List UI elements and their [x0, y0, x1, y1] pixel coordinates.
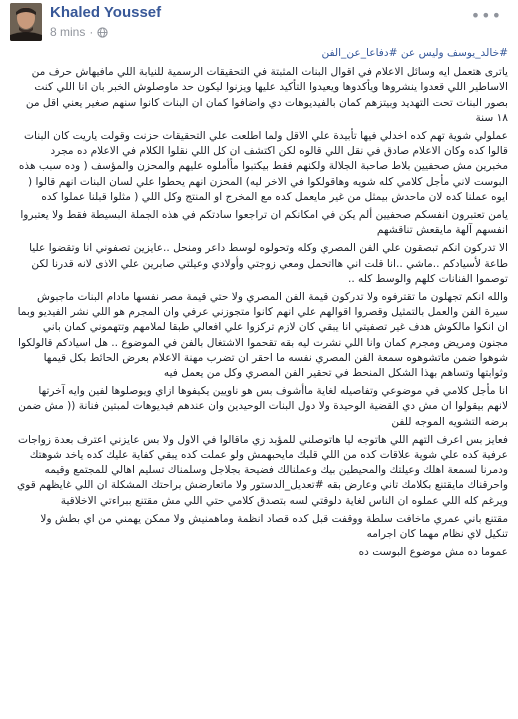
more-options-icon[interactable]: ••• — [470, 6, 502, 25]
post-paragraph: الا تدركون انكم تبصقون علي الفن المصري وكله وتحولوه لوسط داعر ومنحل ..عايزين تصفوني انا وتقضوا عليا طاعة لأسيادكم ..ماشي ..انا قلت اني هااتحمل ومعي زوجتي وأولادي وعيلتي صابرين علي الاذى لانه قدرنا لكن توصموا الفنانات كلهم والوسط كله .. — [29, 242, 508, 285]
avatar-image — [10, 3, 42, 41]
post-meta — [50, 25, 108, 39]
post-paragraph: عموما ده مش موضوع البوست ده — [358, 546, 508, 559]
post-paragraph: مقتنع باني عمري ماخافت سلطة ووقفت قبل كده قصاد انظمة وماهمنيش ولا ممكن يهمني من اي بطش ولا تنكيل لاي نظام مهما كان اجرامه — [40, 512, 508, 541]
post-paragraph: ياترى هتعمل ايه وسائل الاعلام في اقوال البنات المثبتة في التحقيقات الرسمية للنيابة اللي مافيهاش حرف من الاساطير اللي قعدوا ينشروها ويأكدوها ويعيدوا التأكيد عليها ويزنوا ليكون حد ماوصلوش الخبر بان انا اللي كنت بصور البنات تحت التهديد وبيتزهم كمان بالفيديوهات دي واضافوا كمان ان البنات كانوا سنهم صغير يعني اقل من ١٨ سنة — [25, 66, 508, 124]
post-paragraph: انا مأجل كلامي في موضوعي وتفاصيله لغاية ماأشوف بس هو ناويين يكيفوها ازاي ويوصلوها لفين وايه آخرتها لانهم بيقولوا ان مش دي القضية الوحيدة ولا دول البنات الوحيدين وان عندهم فيديوهات لمبتين فنانة (( مش ضمن برضه التشويه الموجه للفن — [18, 385, 508, 428]
author-avatar[interactable] — [10, 3, 42, 41]
post-hashtags[interactable]: #خالد_يوسف وليس عن #دفاعا_عن_الفن — [321, 47, 508, 59]
meta-separator: · — [89, 25, 94, 39]
post-header — [6, 0, 512, 46]
post-paragraph: عملولي شوية تهم كده اخدلي فيها تأبيدة علي الاقل ولما اطلعت علي التحقيقات حزنت وقولت ياريت كان البنات قالوا كده وكان الاعلام صادق في نقل اللي قالوه لكن اكتشف ان كل اللي نقلوا الكلام في الاعلام ده مجرد مخبرين مش صحفيين بلاط صاحبة الجلالة ولكنهم فقط بيكتبوا مأأملوه عليهم والمحزن والمؤسف ( وده سبب هذه البوست لاني مأجل كلامي كله شويه وهاقولكوا في الاخر ليه) المحزن انهم يحطوا علي لسان البنات انهم قالوا ( ايوه عملنا كده لان ماحدش بيمثل من غير مايعمل كده مع المخرج او المنتج وكل اللي ( مثلوا قبلنا عملوا كده — [18, 130, 508, 203]
post-paragraph: يامن تعتبرون انفسكم صحفيين ألم يكن في امكانكم ان تراجعوا سادتكم في هذه الجملة البسيطة فقط ولا يعتبروا انفسهم آلهة مايقعش تناقشهم — [20, 209, 508, 237]
post-time[interactable]: 8 mins — [50, 25, 86, 39]
post-paragraph: والله انكم تجهلون ما تقترفوه ولا تدركون قيمة الفن المصري ولا حتي قيمة مصر نفسها مادام البنات ماجبوش سيرة الفن والعمل بالتمثيل وقصروا اقوالهم علي انهم كانوا متجوزني عرفي وان المجرم هو اللي نشر الفيديو وبما ان انكوا مالكوش هدف غير تصفيتي انا يبقي كان لازم تركزوا علي افعالي طبقا لملامهم وتتهموني كمان باني مجنون ومريض ومجرم كمان وانا اللي نشرت ليه بقه تقحموا الاشتغال بالفن في الموضوع .. هل اسيادكم قالولكوا شوهوا ضمن ماتشوهوه سمعة الفن المصري نفسه ما احقر ان تضرب مهنة الاعلام بعرض الحائط بكل قيمها وثوابتها وتساهم بهذا الشكل المنحط في تحقير الفن المصري وكل من يعمل فيه — [17, 291, 508, 380]
globe-icon[interactable] — [97, 27, 108, 38]
post-content — [6, 46, 512, 561]
author-name[interactable]: Khaled Youssef — [50, 4, 162, 21]
post-paragraph: فعايز بس اعرف التهم اللي هاتوجه ليا هاتوصلني للمؤبد زي ماقالوا في الاول ولا بس عايزني اعترف بعدة زواجات عرفية كده علي شوية علاقات كده من اللي قلبك مايحبهمش ولو عملت كده يبقي كفاية عليك كده ياخد شوهتك ودمرنا لسمعة اهلك وعيلتك والمحيطين بيك وعملنالك فضيحة بجلاجل وسلمناك تسليم اهالي للمجتمع وقيمه واحرقناك مايقتنع بكلامك تاني وعارض بقه #تعديل_الدستور ولا ماتعارضش براحتك المشكلة ان اللي غايظهم قوي ويرغم كله اللي عملوه ان الناس لغاية دلوقتي لسه بتصدق كلامي حتي اللي مش مقتنع ببراءتي الاخلاقية — [16, 433, 508, 507]
